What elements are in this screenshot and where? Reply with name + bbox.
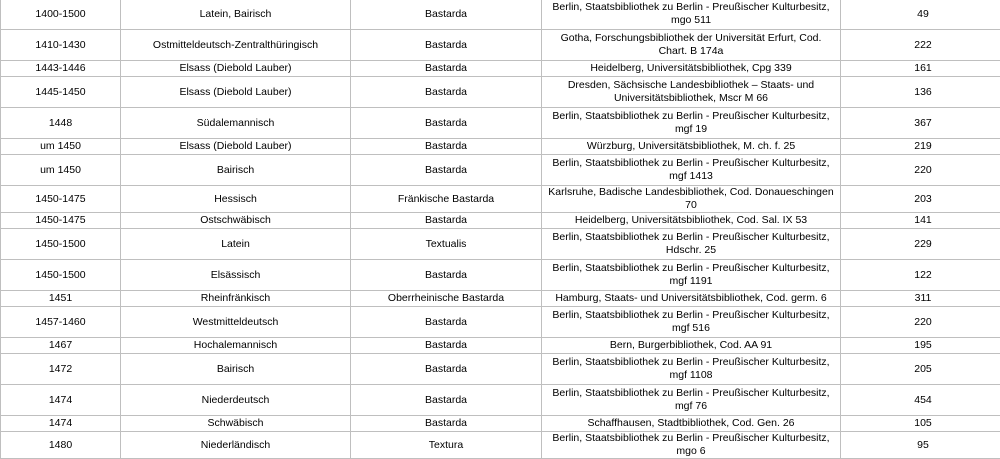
date-cell: 1400-1500	[1, 0, 121, 30]
script-cell: Bastarda	[351, 155, 542, 186]
language-cell: Ostmitteldeutsch-Zentralthüringisch	[121, 30, 351, 61]
date-cell: 1467	[1, 338, 121, 354]
value-cell: 105	[841, 416, 1000, 432]
date-cell: 1474	[1, 416, 121, 432]
date-cell: um 1450	[1, 139, 121, 155]
value-cell: 367	[841, 108, 1000, 139]
language-cell: Hessisch	[121, 186, 351, 213]
table-row	[1, 338, 1000, 354]
table-row	[1, 307, 1000, 338]
script-cell: Bastarda	[351, 139, 542, 155]
manuscript-cell: Karlsruhe, Badische Landesbibliothek, Cod. Donaueschingen 70	[542, 186, 841, 213]
language-cell: Westmitteldeutsch	[121, 307, 351, 338]
table-row	[1, 77, 1000, 108]
table-row	[1, 229, 1000, 260]
script-cell: Bastarda	[351, 0, 542, 30]
date-cell: 1410-1430	[1, 30, 121, 61]
manuscript-cell: Dresden, Sächsische Landesbibliothek – Staats- und Universitätsbibliothek, Mscr M 66	[542, 77, 841, 108]
table-row	[1, 61, 1000, 77]
manuscript-cell: Berlin, Staatsbibliothek zu Berlin - Preußischer Kulturbesitz, mgf 76	[542, 385, 841, 416]
language-cell: Rheinfränkisch	[121, 291, 351, 307]
date-cell: 1450-1500	[1, 229, 121, 260]
script-cell: Textualis	[351, 229, 542, 260]
table-row	[1, 260, 1000, 291]
date-cell: 1450-1475	[1, 213, 121, 229]
language-cell: Elsass (Diebold Lauber)	[121, 139, 351, 155]
script-cell: Bastarda	[351, 108, 542, 139]
language-cell: Hochalemannisch	[121, 338, 351, 354]
date-cell: 1450-1500	[1, 260, 121, 291]
script-cell: Bastarda	[351, 61, 542, 77]
manuscript-cell: Würzburg, Universitätsbibliothek, M. ch. f. 25	[542, 139, 841, 155]
manuscript-cell: Berlin, Staatsbibliothek zu Berlin - Preußischer Kulturbesitz, mgf 516	[542, 307, 841, 338]
value-cell: 454	[841, 385, 1000, 416]
table-row	[1, 30, 1000, 61]
date-cell: 1457-1460	[1, 307, 121, 338]
value-cell: 220	[841, 307, 1000, 338]
language-cell: Südalemannisch	[121, 108, 351, 139]
table-row	[1, 155, 1000, 186]
script-cell: Bastarda	[351, 30, 542, 61]
script-cell: Bastarda	[351, 354, 542, 385]
language-cell: Elsass (Diebold Lauber)	[121, 61, 351, 77]
script-cell: Bastarda	[351, 213, 542, 229]
language-cell: Elsässisch	[121, 260, 351, 291]
manuscript-cell: Gotha, Forschungsbibliothek der Universität Erfurt, Cod. Chart. B 174a	[542, 30, 841, 61]
value-cell: 122	[841, 260, 1000, 291]
value-cell: 219	[841, 139, 1000, 155]
date-cell: 1480	[1, 432, 121, 459]
table-row	[1, 213, 1000, 229]
manuscript-cell: Heidelberg, Universitätsbibliothek, Cod. Sal. IX 53	[542, 213, 841, 229]
language-cell: Ostschwäbisch	[121, 213, 351, 229]
table-row	[1, 291, 1000, 307]
date-cell: um 1450	[1, 155, 121, 186]
language-cell: Niederdeutsch	[121, 385, 351, 416]
table-row	[1, 108, 1000, 139]
value-cell: 220	[841, 155, 1000, 186]
script-cell: Bastarda	[351, 338, 542, 354]
script-cell: Bastarda	[351, 385, 542, 416]
manuscript-cell: Hamburg, Staats- und Universitätsbibliothek, Cod. germ. 6	[542, 291, 841, 307]
language-cell: Schwäbisch	[121, 416, 351, 432]
manuscript-cell: Berlin, Staatsbibliothek zu Berlin - Preußischer Kulturbesitz, Hdschr. 25	[542, 229, 841, 260]
script-cell: Oberrheinische Bastarda	[351, 291, 542, 307]
value-cell: 195	[841, 338, 1000, 354]
language-cell: Latein, Bairisch	[121, 0, 351, 30]
date-cell: 1448	[1, 108, 121, 139]
language-cell: Bairisch	[121, 354, 351, 385]
script-cell: Textura	[351, 432, 542, 459]
script-cell: Bastarda	[351, 77, 542, 108]
language-cell: Niederländisch	[121, 432, 351, 459]
date-cell: 1451	[1, 291, 121, 307]
manuscript-cell: Berlin, Staatsbibliothek zu Berlin - Preußischer Kulturbesitz, mgo 511	[542, 0, 841, 30]
script-cell: Bastarda	[351, 307, 542, 338]
language-cell: Elsass (Diebold Lauber)	[121, 77, 351, 108]
value-cell: 161	[841, 61, 1000, 77]
manuscript-cell: Berlin, Staatsbibliothek zu Berlin - Preußischer Kulturbesitz, mgf 1108	[542, 354, 841, 385]
language-cell: Bairisch	[121, 155, 351, 186]
date-cell: 1450-1475	[1, 186, 121, 213]
manuscript-cell: Bern, Burgerbibliothek, Cod. AA 91	[542, 338, 841, 354]
language-cell: Latein	[121, 229, 351, 260]
date-cell: 1443-1446	[1, 61, 121, 77]
table-row	[1, 186, 1000, 213]
table-row	[1, 416, 1000, 432]
manuscript-cell: Schaffhausen, Stadtbibliothek, Cod. Gen. 26	[542, 416, 841, 432]
script-cell: Bastarda	[351, 260, 542, 291]
manuscript-cell: Berlin, Staatsbibliothek zu Berlin - Preußischer Kulturbesitz, mgf 1191	[542, 260, 841, 291]
value-cell: 229	[841, 229, 1000, 260]
script-cell: Fränkische Bastarda	[351, 186, 542, 213]
table-row	[1, 0, 1000, 30]
table-row	[1, 385, 1000, 416]
manuscript-cell: Heidelberg, Universitätsbibliothek, Cpg 339	[542, 61, 841, 77]
value-cell: 203	[841, 186, 1000, 213]
table-row	[1, 139, 1000, 155]
value-cell: 205	[841, 354, 1000, 385]
manuscript-cell: Berlin, Staatsbibliothek zu Berlin - Preußischer Kulturbesitz, mgf 19	[542, 108, 841, 139]
value-cell: 222	[841, 30, 1000, 61]
manuscript-cell: Berlin, Staatsbibliothek zu Berlin - Preußischer Kulturbesitz, mgf 1413	[542, 155, 841, 186]
value-cell: 49	[841, 0, 1000, 30]
date-cell: 1445-1450	[1, 77, 121, 108]
value-cell: 311	[841, 291, 1000, 307]
date-cell: 1474	[1, 385, 121, 416]
manuscript-cell: Berlin, Staatsbibliothek zu Berlin - Preußischer Kulturbesitz, mgo 6	[542, 432, 841, 459]
value-cell: 136	[841, 77, 1000, 108]
value-cell: 95	[841, 432, 1000, 459]
script-cell: Bastarda	[351, 416, 542, 432]
date-cell: 1472	[1, 354, 121, 385]
table-row	[1, 354, 1000, 385]
value-cell: 141	[841, 213, 1000, 229]
